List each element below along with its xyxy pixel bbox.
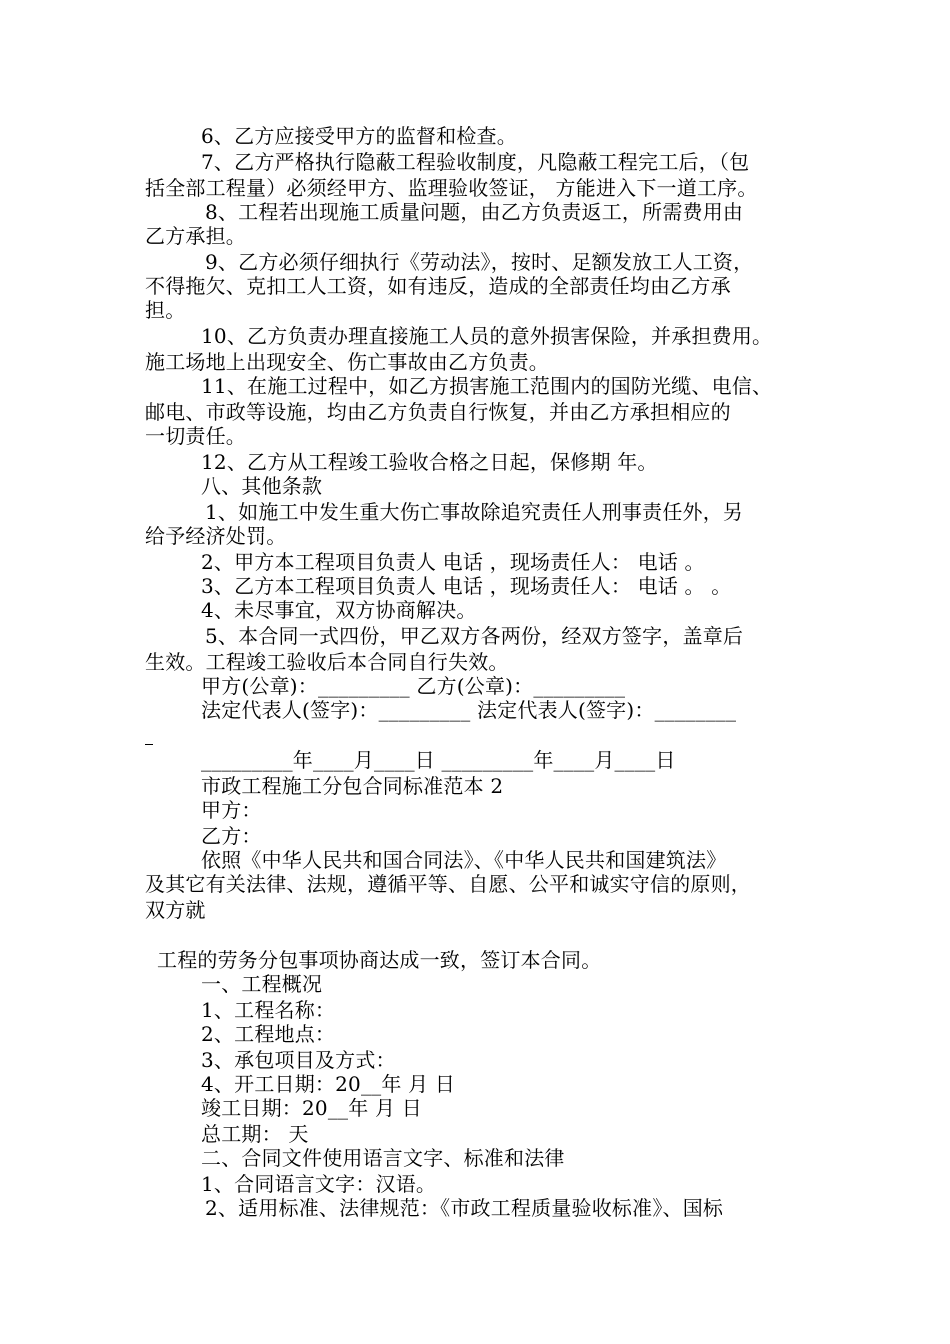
other-clause-1-cont: 给予经济处罚。 [145,524,287,548]
section-8-heading: 八、其他条款 [201,474,323,498]
contract-language: 1、合同语言文字：汉语。 [201,1172,437,1196]
other-clause-5: 5、本合同一式四份，甲乙双方各两份，经双方签字，盖章后 [205,624,744,648]
section-1-heading: 一、工程概况 [201,972,323,996]
continuation-underline [145,744,153,745]
clause-9: 9、乙方必须仔细执行《劳动法》，按时、足额发放工人工资， [205,250,754,274]
project-location-field: 2、工程地点： [201,1022,336,1046]
clause-10: 10、乙方负责办理直接施工人员的意外损害保险，并承担费用。 [201,324,773,348]
clause-9-cont-1: 不得拖欠、克扣工人工资，如有违反，造成的全部责任均由乙方承 [145,274,731,298]
preamble-cont-1: 及其它有关法律、法规，遵循平等、自愿、公平和诚实守信的原则， [145,872,751,896]
template-2-title: 市政工程施工分包合同标准范本 2 [201,774,504,798]
date-line: _________年____月____日 _________年____月____日 [201,748,676,772]
other-clause-2: 2、甲方本工程项目负责人 电话 ，现场责任人： 电话 。 [201,550,705,574]
applicable-standards: 2、适用标准、法律规范：《市政工程质量验收标准》、国标 [205,1196,724,1220]
project-name-field: 1、工程名称： [201,998,336,1022]
clause-12: 12、乙方从工程竣工验收合格之日起，保修期 年。 [201,450,658,474]
clause-8: 8、工程若出现施工质量问题，由乙方负责返工，所需费用由 [205,200,744,224]
representative-signature-line: 法定代表人(签字)：_________ 法定代表人(签字)：________ [201,698,737,722]
preamble: 依照《中华人民共和国合同法》、《中华人民共和国建筑法》 [201,848,727,872]
clause-11-cont-1: 邮电、市政等设施，均由乙方负责自行恢复，并由乙方承担相应的 [145,400,731,424]
start-date-field: 4、开工日期：20__年 月 日 [201,1072,456,1096]
seal-line: 甲方(公章)：_________ 乙方(公章)：_________ [201,674,626,698]
other-clause-5-cont: 生效。工程竣工验收后本合同自行失效。 [145,650,509,674]
preamble-cont-2: 双方就 [145,898,206,922]
clause-6: 6、乙方应接受甲方的监督和检查。 [201,124,517,148]
clause-10-cont: 施工场地上出现安全、伤亡事故由乙方负责。 [145,350,549,374]
total-duration-field: 总工期： 天 [201,1122,309,1146]
completion-date-field: 竣工日期：20__年 月 日 [201,1096,422,1120]
section-2-heading: 二、合同文件使用语言文字、标准和法律 [201,1146,565,1170]
clause-7-cont: 括全部工程量）必须经甲方、监理验收签证， 方能进入下一道工序。 [145,176,758,200]
other-clause-1: 1、如施工中发生重大伤亡事故除追究责任人刑事责任外，另 [205,500,744,524]
other-clause-3: 3、乙方本工程项目负责人 电话 ，现场责任人： 电话 。 。 [201,574,732,598]
clause-9-cont-2: 担。 [145,298,186,322]
clause-11: 11、在施工过程中，如乙方损害施工范围内的国防光缆、电信、 [201,374,773,398]
party-b-label: 乙方： [201,824,262,848]
clause-8-cont: 乙方承担。 [145,224,246,248]
clause-11-cont-2: 一切责任。 [145,424,246,448]
party-a-label: 甲方： [201,798,262,822]
preamble-cont-3: 工程的劳务分包事项协商达成一致，签订本合同。 [157,948,602,972]
other-clause-4: 4、未尽事宜，双方协商解决。 [201,598,477,622]
clause-7: 7、乙方严格执行隐蔽工程验收制度，凡隐蔽工程完工后，（包 [201,150,750,174]
contract-scope-field: 3、承包项目及方式： [201,1048,396,1072]
